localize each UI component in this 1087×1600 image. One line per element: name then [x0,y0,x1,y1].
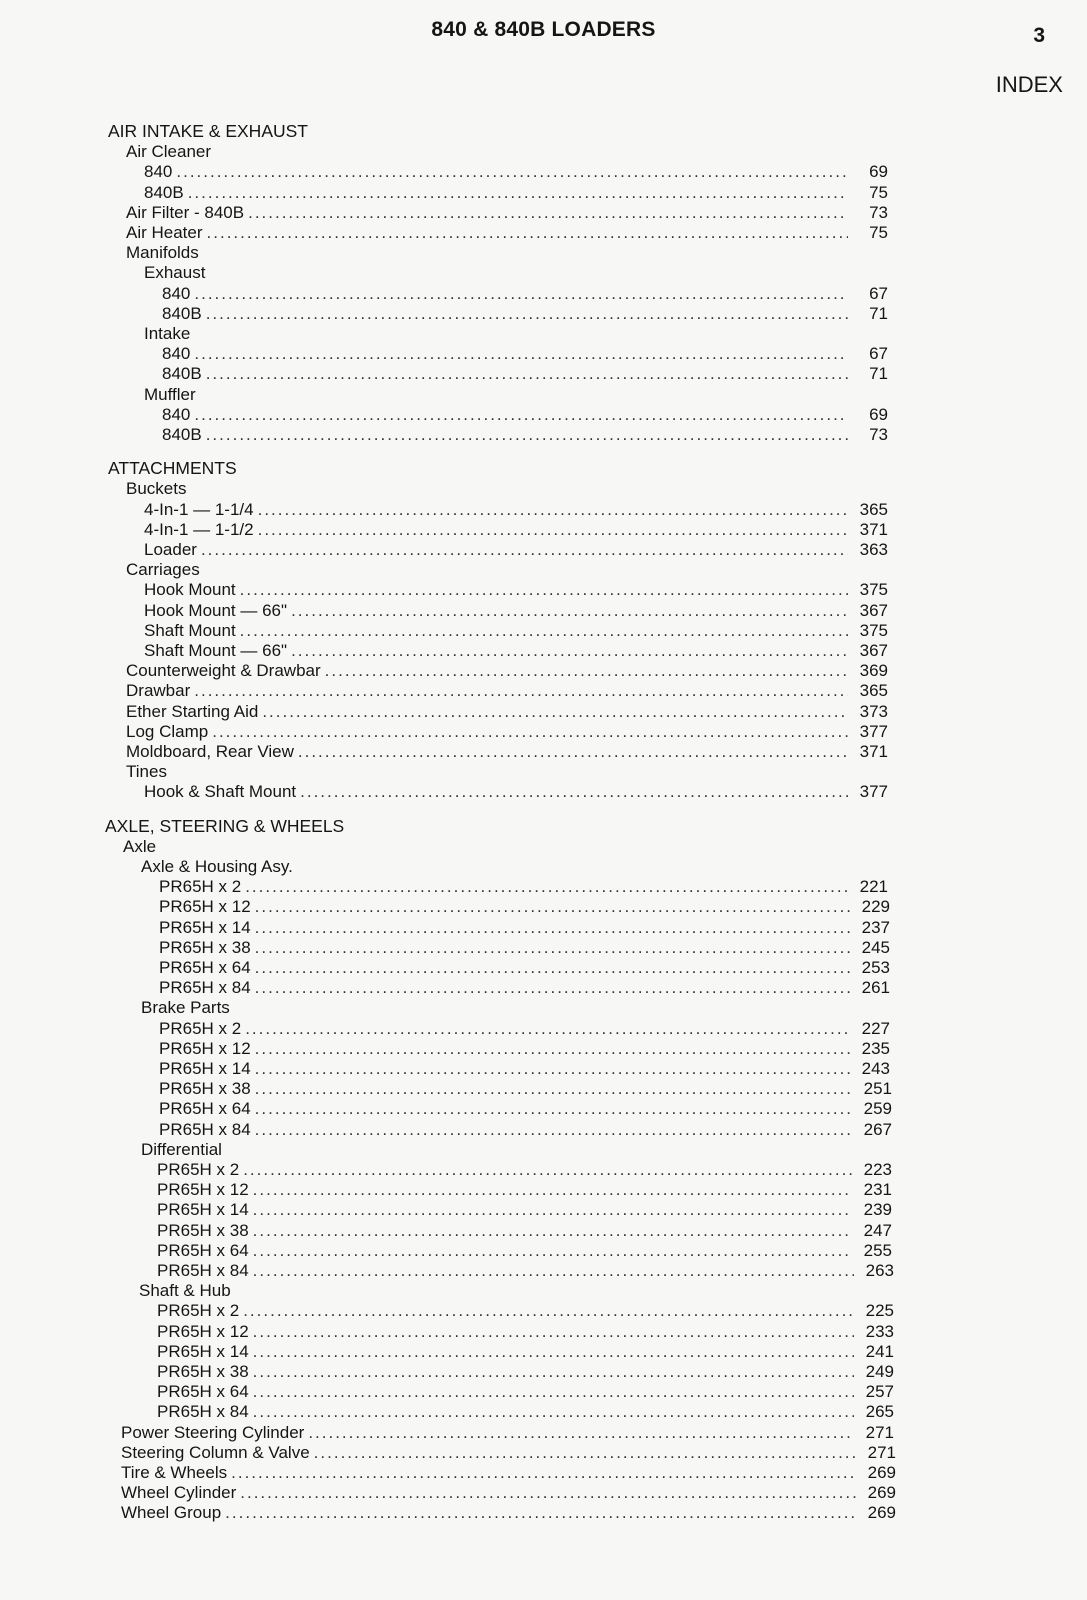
index-entry [157,1179,892,1200]
index-entry-page: 75 [869,183,888,202]
index-entry-page: 375 [859,621,888,640]
index-section-heading [108,121,888,142]
index-entry [126,141,888,162]
index-entry-label: Differential [141,1140,222,1159]
index-entry-label: Hook & Shaft Mount [144,782,297,801]
index-entry-page: 69 [869,405,888,424]
index-entry-label: Air Filter - 840B [126,203,245,222]
index-entry-label: 840B [162,304,202,323]
dot-leader [253,1381,854,1402]
index-entry [159,1119,892,1140]
dot-leader [253,1401,854,1422]
index-entry-page: 71 [869,364,888,383]
index-entry [162,303,888,324]
dot-leader [291,640,848,661]
index-entry [144,539,888,560]
index-entry-label: Counterweight & Drawbar [126,661,321,680]
dot-leader [206,363,848,384]
index-entry-page: 235 [861,1039,890,1058]
index-entry-label: Drawbar [126,681,191,700]
index-entry [121,1422,894,1443]
index-entry [159,957,890,978]
index-entry-label: PR65H x 38 [157,1221,249,1240]
index-entry-label: PR65H x 38 [159,1079,251,1098]
index-entry-label: PR65H x 14 [157,1342,249,1361]
index-entry-label: 840B [162,425,202,444]
dot-leader [231,1462,856,1483]
index-entry [159,1018,890,1039]
dot-leader [253,1361,854,1382]
dot-leader [207,222,848,243]
index-entry [159,876,888,897]
index-entry-label: PR65H x 38 [157,1362,249,1381]
index-entry [162,424,888,445]
dot-leader [245,876,848,897]
dot-leader [176,161,848,182]
dot-leader [253,1260,854,1281]
index-entry [126,478,888,499]
index-entry-page: 365 [859,500,888,519]
index-entry-page: 245 [861,938,890,957]
dot-leader [262,701,848,722]
index-entry-page: 367 [859,641,888,660]
dot-leader [225,1502,856,1523]
index-entry [162,283,888,304]
index-entry-label: PR65H x 2 [157,1160,240,1179]
index-entry-label: PR65H x 12 [157,1322,249,1341]
index-entry [159,1058,890,1079]
index-entry [157,1199,892,1220]
index-entry-label: PR65H x 2 [159,1019,242,1038]
index-entry-label: Shaft & Hub [139,1281,231,1300]
index-entry-page: 375 [859,580,888,599]
index-entry-label: Buckets [126,479,187,498]
dot-leader [253,1341,854,1362]
index-entry-page: 239 [863,1200,892,1219]
index-entry-label: 840 [162,344,191,363]
index-entry-label: PR65H x 84 [159,978,251,997]
index-entry-label: PR65H x 14 [159,918,251,937]
index-entry [141,856,888,877]
index-entry-page: 269 [867,1503,896,1522]
index-entry-label: PR65H x 2 [157,1301,240,1320]
dot-leader [255,1078,852,1099]
index-entry [144,323,888,344]
index-entry [126,660,888,681]
index-entry-label: Muffler [144,385,196,404]
dot-leader [253,1179,852,1200]
index-entry-page: 75 [869,223,888,242]
dot-leader [240,579,848,600]
index-entry-page: 247 [863,1221,892,1240]
dot-leader [255,977,850,998]
dot-leader [188,182,848,203]
index-entry [123,836,888,857]
index-entry-page: 221 [859,877,888,896]
index-entry [157,1300,894,1321]
dot-leader [194,343,848,364]
index-entry-page: 369 [859,661,888,680]
dot-leader [253,1321,854,1342]
index-entry-page: 271 [865,1423,894,1442]
index-entry-page: 257 [865,1382,894,1401]
index-entry-page: 253 [861,958,890,977]
index-entry [157,1401,894,1422]
index-entry [159,896,890,917]
index-entry-page: 367 [859,601,888,620]
index-entry-page: 227 [861,1019,890,1038]
index-entry [121,1442,896,1463]
dot-leader [243,1300,854,1321]
index-entry-page: 269 [867,1483,896,1502]
dot-leader [255,1119,852,1140]
dot-leader [201,539,848,560]
index-entry [144,262,888,283]
index-entry-page: 373 [859,702,888,721]
index-entry [157,1321,894,1342]
dot-leader [291,600,848,621]
index-entry-label: Tines [126,762,167,781]
index-entry [126,202,888,223]
index-entry [121,1482,896,1503]
index-entry [144,499,888,520]
index-entry [121,1502,896,1523]
index-entry-page: 229 [861,897,890,916]
index-entry [144,640,888,661]
dot-leader [194,404,848,425]
dot-leader [255,896,850,917]
index-entry-page: 377 [859,782,888,801]
index-entry [144,620,888,641]
index-entry-page: 225 [865,1301,894,1320]
index-entry [159,917,890,938]
index-entry-page: 73 [869,425,888,444]
index-entry-label: Manifolds [126,243,199,262]
index-entry-label: Air Cleaner [126,142,212,161]
dot-leader [258,519,848,540]
index-entry-label: Axle & Housing Asy. [141,857,293,876]
index-entry-page: 249 [865,1362,894,1381]
index-entry [144,600,888,621]
index-entry-page: 363 [859,540,888,559]
dot-leader [255,957,850,978]
index-section-heading [105,816,888,837]
index-entry-label: PR65H x 38 [159,938,251,957]
index-entry-page: 365 [859,681,888,700]
index-entry [144,384,888,405]
index-entry-label: PR65H x 14 [157,1200,249,1219]
index-entry-label: PR65H x 14 [159,1059,251,1078]
index-entry-label: 4-In-1 — 1-1/2 [144,520,254,539]
dot-leader [253,1199,852,1220]
index-entry [157,1159,892,1180]
dot-leader [206,424,848,445]
dot-leader [255,1038,850,1059]
index-entry-label: Shaft Mount — 66" [144,641,288,660]
dot-leader [194,680,848,701]
dot-leader [253,1220,852,1241]
index-entry-page: 251 [863,1079,892,1098]
page-title: 840 & 840B LOADERS [431,18,656,41]
index-entry-label: Hook Mount [144,580,236,599]
index-entry-page: 255 [863,1241,892,1260]
index-entry-label: 4-In-1 — 1-1/4 [144,500,254,519]
index-entry-page: 271 [867,1443,896,1462]
index-entry [139,1280,894,1301]
dot-leader [308,1422,854,1443]
dot-leader [194,283,848,304]
dot-leader [314,1442,856,1463]
index-entry [162,343,888,364]
index-entry [144,161,888,182]
index-entry [157,1240,892,1261]
index-entry [159,1098,892,1119]
index-entry-label: Hook Mount — 66" [144,601,288,620]
index-entry-page: 67 [869,284,888,303]
index-entry-page: 261 [861,978,890,997]
index-entry [157,1260,894,1281]
dot-leader [325,660,848,681]
index-entry [162,404,888,425]
index-entry [144,519,888,540]
index-entry-page: 265 [865,1402,894,1421]
dot-leader [245,1018,850,1039]
index-entry-page: 263 [865,1261,894,1280]
index-entry-label: Wheel Cylinder [121,1483,237,1502]
index-entry-label: AXLE, STEERING & WHEELS [105,816,345,836]
index-entry-label: PR65H x 84 [159,1120,251,1139]
index-entry-label: Wheel Group [121,1503,222,1522]
index-entry-page: 223 [863,1160,892,1179]
dot-leader [240,620,848,641]
dot-leader [248,202,848,223]
index-entry [126,680,888,701]
index-entry [126,242,888,263]
index-entry [126,761,888,782]
index-entry-label: PR65H x 84 [157,1261,249,1280]
dot-leader [212,721,848,742]
index-entry-label: Power Steering Cylinder [121,1423,305,1442]
index-entry [162,363,888,384]
index-entry-page: 377 [859,722,888,741]
index-entry-label: Shaft Mount [144,621,236,640]
index-entry-label: 840B [162,364,202,383]
index-entry-label: PR65H x 12 [159,897,251,916]
index-entry-page: 67 [869,344,888,363]
index-entry-label: PR65H x 2 [159,877,242,896]
index-entry-page: 241 [865,1342,894,1361]
index-entry-label: ATTACHMENTS [108,458,237,478]
dot-leader [255,917,850,938]
index-entry-label: PR65H x 64 [157,1382,249,1401]
index-entry-label: PR65H x 84 [157,1402,249,1421]
index-entry-page: 267 [863,1120,892,1139]
index-entry-label: 840B [144,183,184,202]
index-heading: INDEX [995,72,1063,97]
index-entry-label: Log Clamp [126,722,209,741]
index-entry-label: Brake Parts [141,998,230,1017]
index-entry [157,1381,894,1402]
index-entry [159,937,890,958]
index-entry-page: 371 [859,520,888,539]
index-entry-label: PR65H x 12 [157,1180,249,1199]
index-entry [126,701,888,722]
index-entry-label: Loader [144,540,197,559]
dot-leader [253,1240,852,1261]
dot-leader [206,303,848,324]
index-entry [159,977,890,998]
index-entry-page: 371 [859,742,888,761]
dot-leader [243,1159,852,1180]
index-entry-label: Ether Starting Aid [126,702,259,721]
index-entry-label: Exhaust [144,263,206,282]
index-entry-label: Axle [123,837,157,856]
index-entry [157,1220,892,1241]
dot-leader [255,1058,850,1079]
dot-leader [300,781,848,802]
index-entry [144,182,888,203]
index-entry-label: Carriages [126,560,200,579]
index-entry-label: Tire & Wheels [121,1463,228,1482]
index-entry-label: 840 [162,405,191,424]
index-entry-label: Air Heater [126,223,203,242]
index-entry-page: 71 [869,304,888,323]
index-entry-page: 259 [863,1099,892,1118]
index-entry-label: Intake [144,324,191,343]
index-entry [126,741,888,762]
index-entry-label: PR65H x 64 [159,958,251,977]
page-number: 3 [1033,24,1045,47]
index-entry-label: PR65H x 64 [157,1241,249,1260]
index-entry [141,997,890,1018]
index-entry [157,1341,894,1362]
index-entry-page: 233 [865,1322,894,1341]
index-entry-page: 243 [861,1059,890,1078]
index-entry-page: 73 [869,203,888,222]
index-entry [144,781,888,802]
index-entry-page: 237 [861,918,890,937]
index-entry [126,559,888,580]
index-entry [144,579,888,600]
index-entry-label: Moldboard, Rear View [126,742,294,761]
index-entry [126,721,888,742]
index-entry-page: 269 [867,1463,896,1482]
dot-leader [255,937,850,958]
index-entry [159,1038,890,1059]
index-section-heading [108,458,888,479]
dot-leader [255,1098,852,1119]
dot-leader [240,1482,856,1503]
index-entry-label: 840 [144,162,173,181]
dot-leader [258,499,848,520]
index-entry-page: 231 [863,1180,892,1199]
index-entry [121,1462,896,1483]
index-entry-label: PR65H x 64 [159,1099,251,1118]
dot-leader [298,741,848,762]
index-entry [126,222,888,243]
index-entry [159,1078,892,1099]
index-entry [141,1139,892,1160]
index-entry-label: 840 [162,284,191,303]
index-entry-label: Steering Column & Valve [121,1443,310,1462]
index-entry [157,1361,894,1382]
index-entry-label: PR65H x 12 [159,1039,251,1058]
index-entry-page: 69 [869,162,888,181]
index-entry-label: AIR INTAKE & EXHAUST [108,121,308,141]
